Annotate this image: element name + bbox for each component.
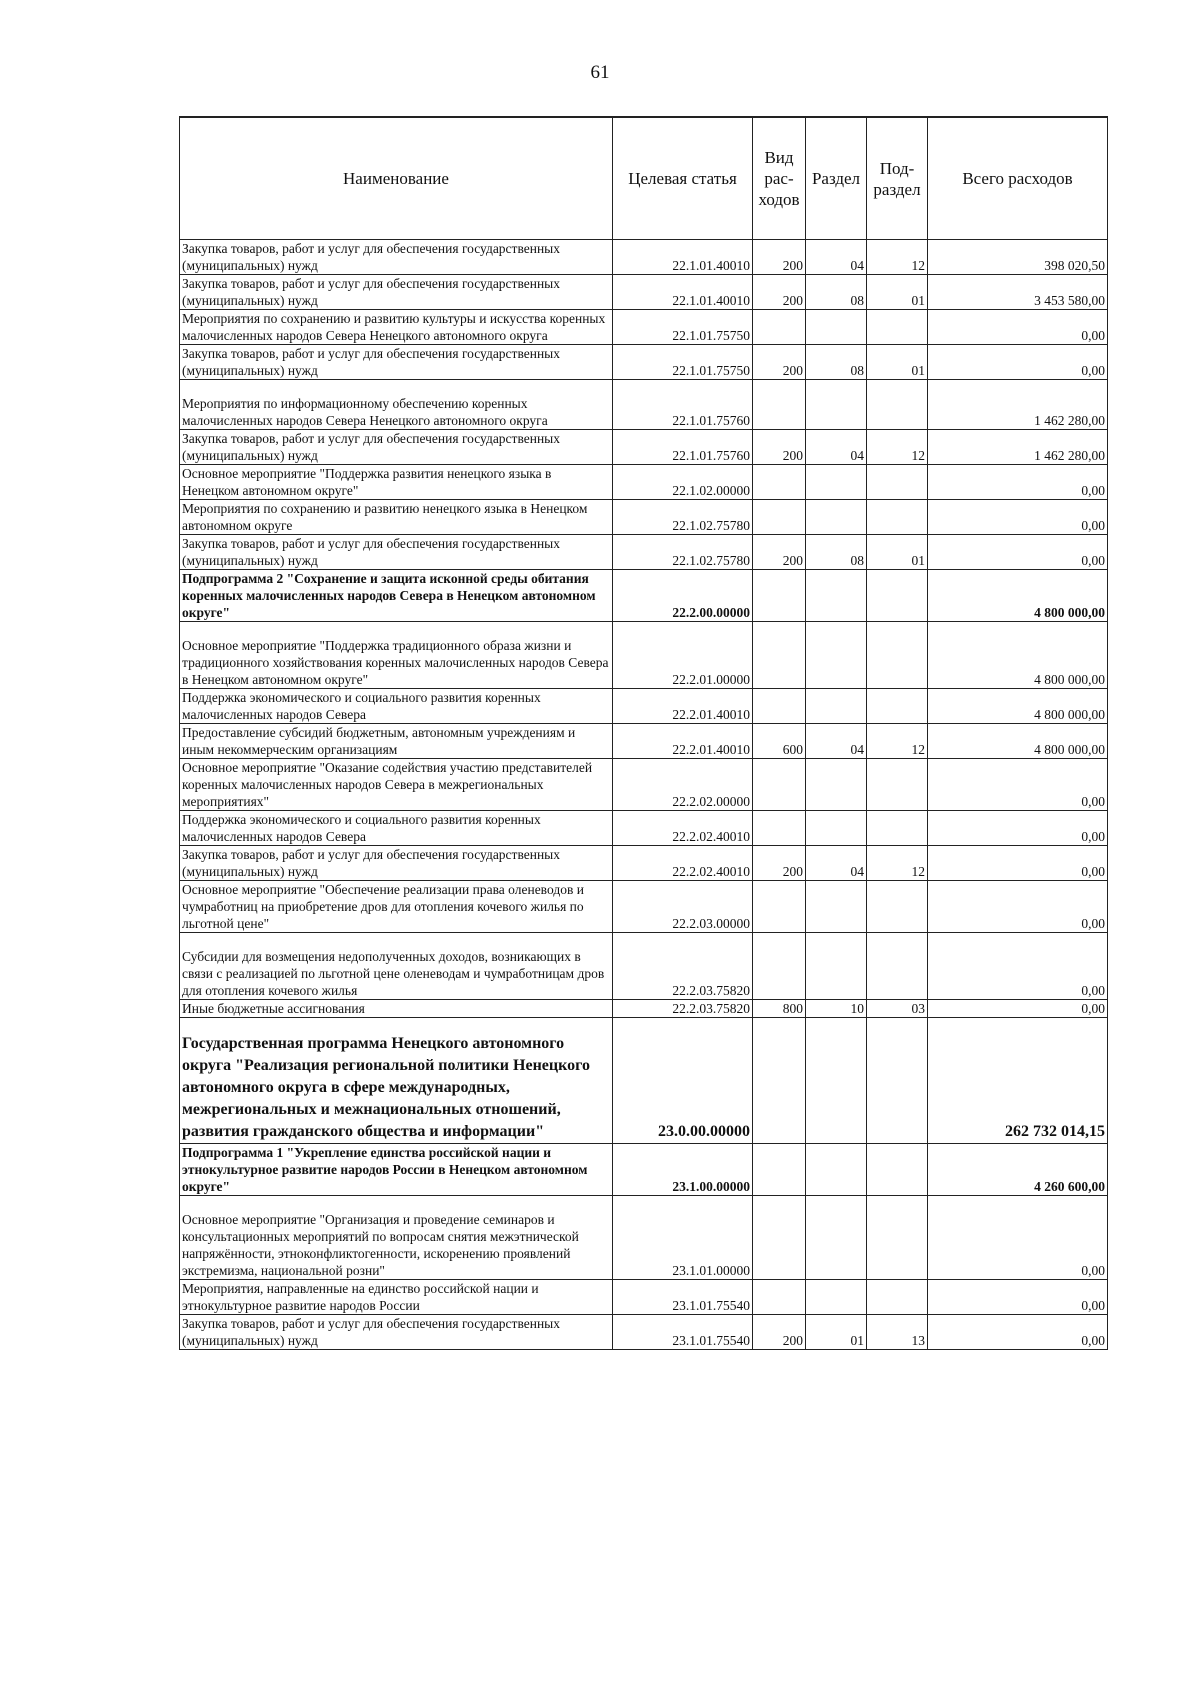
row-name: Закупка товаров, работ и услуг для обеспечения государственных (муниципальных) нужд [180,846,613,881]
table-row [180,430,1108,465]
header-target: Целевая статья [613,117,753,240]
row-name: Основное мероприятие "Организация и проведение семинаров и консультационных мероприятий по вопросам снятия межэтнической напряжённости, этноконфликтогенности, искоренению проявлений экстремизма, национальной розни" [180,1196,613,1280]
table-header-row [180,117,1108,240]
row-total: 0,00 [928,811,1108,846]
row-target-code: 23.1.01.00000 [613,1196,753,1280]
row-total: 1 462 280,00 [928,430,1108,465]
row-razdel: 08 [806,345,867,380]
table-row [180,622,1108,689]
row-total: 0,00 [928,345,1108,380]
row-total: 0,00 [928,1000,1108,1018]
row-podrazdel: 03 [867,1000,928,1018]
row-podrazdel [867,811,928,846]
row-name: Мероприятия по информационному обеспечению коренных малочисленных народов Севера Ненецкого автономного округа [180,380,613,430]
row-target-code: 22.2.02.40010 [613,846,753,881]
row-name: Основное мероприятие "Оказание содействия участию представителей коренных малочисленных народов Севера в межрегиональных мероприятиях" [180,759,613,811]
table-row [180,570,1108,622]
row-razdel [806,380,867,430]
row-total: 0,00 [928,500,1108,535]
row-podrazdel [867,465,928,500]
row-podrazdel: 12 [867,240,928,275]
row-razdel: 08 [806,535,867,570]
row-razdel [806,1280,867,1315]
row-total: 0,00 [928,535,1108,570]
row-target-code: 22.1.02.75780 [613,535,753,570]
header-podrazdel: Под-раздел [867,117,928,240]
row-vid [753,310,806,345]
row-vid: 600 [753,724,806,759]
row-vid [753,465,806,500]
row-vid [753,380,806,430]
row-name: Закупка товаров, работ и услуг для обеспечения государственных (муниципальных) нужд [180,1315,613,1350]
row-name: Предоставление субсидий бюджетным, автономным учреждениям и иным некоммерческим организациям [180,724,613,759]
row-name: Государственная программа Ненецкого автономного округа "Реализация региональной политики Ненецкого автономного округа в сфере международных, межрегиональных и межнациональных отношений, развития гражданского общества и информации" [180,1018,613,1144]
table-row [180,724,1108,759]
row-name: Мероприятия по сохранению и развитию ненецкого языка в Ненецком автономном округе [180,500,613,535]
row-podrazdel [867,1144,928,1196]
row-target-code: 22.1.02.00000 [613,465,753,500]
row-razdel [806,1018,867,1144]
header-total: Всего расходов [928,117,1108,240]
row-name: Субсидии для возмещения недополученных доходов, возникающих в связи с реализацией по льготной цене оленеводам и чумработницам дров для отопления кочевого жилья [180,933,613,1000]
table-row [180,846,1108,881]
row-podrazdel [867,500,928,535]
row-target-code: 23.1.00.00000 [613,1144,753,1196]
table-row [180,310,1108,345]
row-name: Поддержка экономического и социального развития коренных малочисленных народов Севера [180,689,613,724]
row-total: 0,00 [928,759,1108,811]
row-total: 3 453 580,00 [928,275,1108,310]
row-target-code: 23.1.01.75540 [613,1315,753,1350]
row-target-code: 22.1.02.75780 [613,500,753,535]
row-vid [753,811,806,846]
row-target-code: 22.2.01.40010 [613,724,753,759]
row-razdel: 04 [806,846,867,881]
row-podrazdel: 13 [867,1315,928,1350]
row-razdel [806,570,867,622]
row-total: 0,00 [928,1315,1108,1350]
row-vid [753,933,806,1000]
row-total: 0,00 [928,310,1108,345]
row-podrazdel [867,1196,928,1280]
row-podrazdel [867,622,928,689]
row-target-code: 22.1.01.75760 [613,380,753,430]
table-row [180,1315,1108,1350]
row-podrazdel: 12 [867,724,928,759]
row-razdel [806,811,867,846]
row-name: Закупка товаров, работ и услуг для обеспечения государственных (муниципальных) нужд [180,430,613,465]
row-podrazdel: 12 [867,846,928,881]
row-target-code: 22.1.01.75760 [613,430,753,465]
header-name: Наименование [180,117,613,240]
row-name: Основное мероприятие "Поддержка развития ненецкого языка в Ненецком автономном округе" [180,465,613,500]
row-total: 0,00 [928,465,1108,500]
row-vid: 800 [753,1000,806,1018]
row-target-code: 23.1.01.75540 [613,1280,753,1315]
row-target-code: 22.1.01.40010 [613,240,753,275]
row-name: Закупка товаров, работ и услуг для обеспечения государственных (муниципальных) нужд [180,275,613,310]
header-vid: Вид рас-ходов [753,117,806,240]
row-podrazdel [867,933,928,1000]
row-podrazdel [867,310,928,345]
page-number: 61 [590,62,610,83]
row-podrazdel [867,1280,928,1315]
table-row [180,1196,1108,1280]
row-razdel [806,881,867,933]
table-row [180,1018,1108,1144]
row-razdel [806,622,867,689]
row-razdel: 04 [806,240,867,275]
row-name: Закупка товаров, работ и услуг для обеспечения государственных (муниципальных) нужд [180,535,613,570]
row-name: Закупка товаров, работ и услуг для обеспечения государственных (муниципальных) нужд [180,345,613,380]
row-podrazdel: 01 [867,275,928,310]
table-row [180,1000,1108,1018]
table-body [180,240,1108,1350]
row-name: Поддержка экономического и социального развития коренных малочисленных народов Севера [180,811,613,846]
row-podrazdel [867,881,928,933]
row-razdel: 10 [806,1000,867,1018]
row-podrazdel [867,1018,928,1144]
row-total: 0,00 [928,1196,1108,1280]
table-row [180,811,1108,846]
row-vid [753,881,806,933]
row-total: 4 800 000,00 [928,724,1108,759]
row-total: 262 732 014,15 [928,1018,1108,1144]
header-razdel: Раздел [806,117,867,240]
row-vid: 200 [753,275,806,310]
table-row [180,933,1108,1000]
table-row [180,1280,1108,1315]
table-row [180,689,1108,724]
table-row [180,500,1108,535]
row-target-code: 22.1.01.75750 [613,345,753,380]
row-razdel [806,933,867,1000]
row-total: 4 800 000,00 [928,689,1108,724]
row-name: Основное мероприятие "Поддержка традиционного образа жизни и традиционного хозяйствования коренных малочисленных народов Севера в Ненецком автономном округе" [180,622,613,689]
row-total: 4 800 000,00 [928,570,1108,622]
row-target-code: 22.1.01.40010 [613,275,753,310]
row-total: 4 800 000,00 [928,622,1108,689]
row-name: Закупка товаров, работ и услуг для обеспечения государственных (муниципальных) нужд [180,240,613,275]
row-vid [753,1144,806,1196]
row-podrazdel: 01 [867,535,928,570]
row-target-code: 22.2.02.00000 [613,759,753,811]
row-target-code: 23.0.00.00000 [613,1018,753,1144]
row-razdel: 04 [806,724,867,759]
row-razdel [806,500,867,535]
row-target-code: 22.1.01.75750 [613,310,753,345]
row-podrazdel [867,759,928,811]
row-razdel [806,759,867,811]
row-vid [753,1018,806,1144]
row-name: Основное мероприятие "Обеспечение реализации права оленеводов и чумработниц на приобретение дров для отопления кочевого жилья по льготной цене" [180,881,613,933]
row-podrazdel: 01 [867,345,928,380]
row-target-code: 22.2.00.00000 [613,570,753,622]
row-razdel [806,1144,867,1196]
row-name: Подпрограмма 2 "Сохранение и защита исконной среды обитания коренных малочисленных народов Севера в Ненецком автономном округе" [180,570,613,622]
row-razdel [806,1196,867,1280]
row-target-code: 22.2.03.75820 [613,933,753,1000]
row-razdel: 04 [806,430,867,465]
row-razdel [806,465,867,500]
row-name: Иные бюджетные ассигнования [180,1000,613,1018]
row-razdel [806,689,867,724]
table-row [180,240,1108,275]
table-row [180,535,1108,570]
row-vid [753,689,806,724]
row-name: Мероприятия по сохранению и развитию культуры и искусства коренных малочисленных народов Севера Ненецкого автономного округа [180,310,613,345]
row-total: 398 020,50 [928,240,1108,275]
row-vid: 200 [753,240,806,275]
row-vid: 200 [753,430,806,465]
row-vid [753,1280,806,1315]
row-razdel: 08 [806,275,867,310]
row-podrazdel [867,570,928,622]
row-vid [753,622,806,689]
row-vid [753,759,806,811]
row-total: 0,00 [928,846,1108,881]
table-row [180,345,1108,380]
row-total: 1 462 280,00 [928,380,1108,430]
row-target-code: 22.2.01.00000 [613,622,753,689]
row-vid [753,570,806,622]
budget-table [179,116,1108,1350]
row-total: 0,00 [928,1280,1108,1315]
table-row [180,380,1108,430]
row-name: Подпрограмма 1 "Укрепление единства российской нации и этнокультурное развитие народов России в Ненецком автономном округе" [180,1144,613,1196]
row-razdel: 01 [806,1315,867,1350]
row-vid: 200 [753,1315,806,1350]
row-podrazdel: 12 [867,430,928,465]
row-name: Мероприятия, направленные на единство российской нации и этнокультурное развитие народов России [180,1280,613,1315]
table-row [180,275,1108,310]
table-row [180,1144,1108,1196]
row-vid: 200 [753,846,806,881]
table-row [180,759,1108,811]
row-vid [753,1196,806,1280]
row-vid: 200 [753,345,806,380]
row-total: 0,00 [928,881,1108,933]
row-podrazdel [867,689,928,724]
row-target-code: 22.2.02.40010 [613,811,753,846]
row-vid: 200 [753,535,806,570]
table-row [180,881,1108,933]
row-target-code: 22.2.03.00000 [613,881,753,933]
row-total: 4 260 600,00 [928,1144,1108,1196]
row-target-code: 22.2.03.75820 [613,1000,753,1018]
table-row [180,465,1108,500]
row-podrazdel [867,380,928,430]
row-target-code: 22.2.01.40010 [613,689,753,724]
row-total: 0,00 [928,933,1108,1000]
row-vid [753,500,806,535]
row-razdel [806,310,867,345]
